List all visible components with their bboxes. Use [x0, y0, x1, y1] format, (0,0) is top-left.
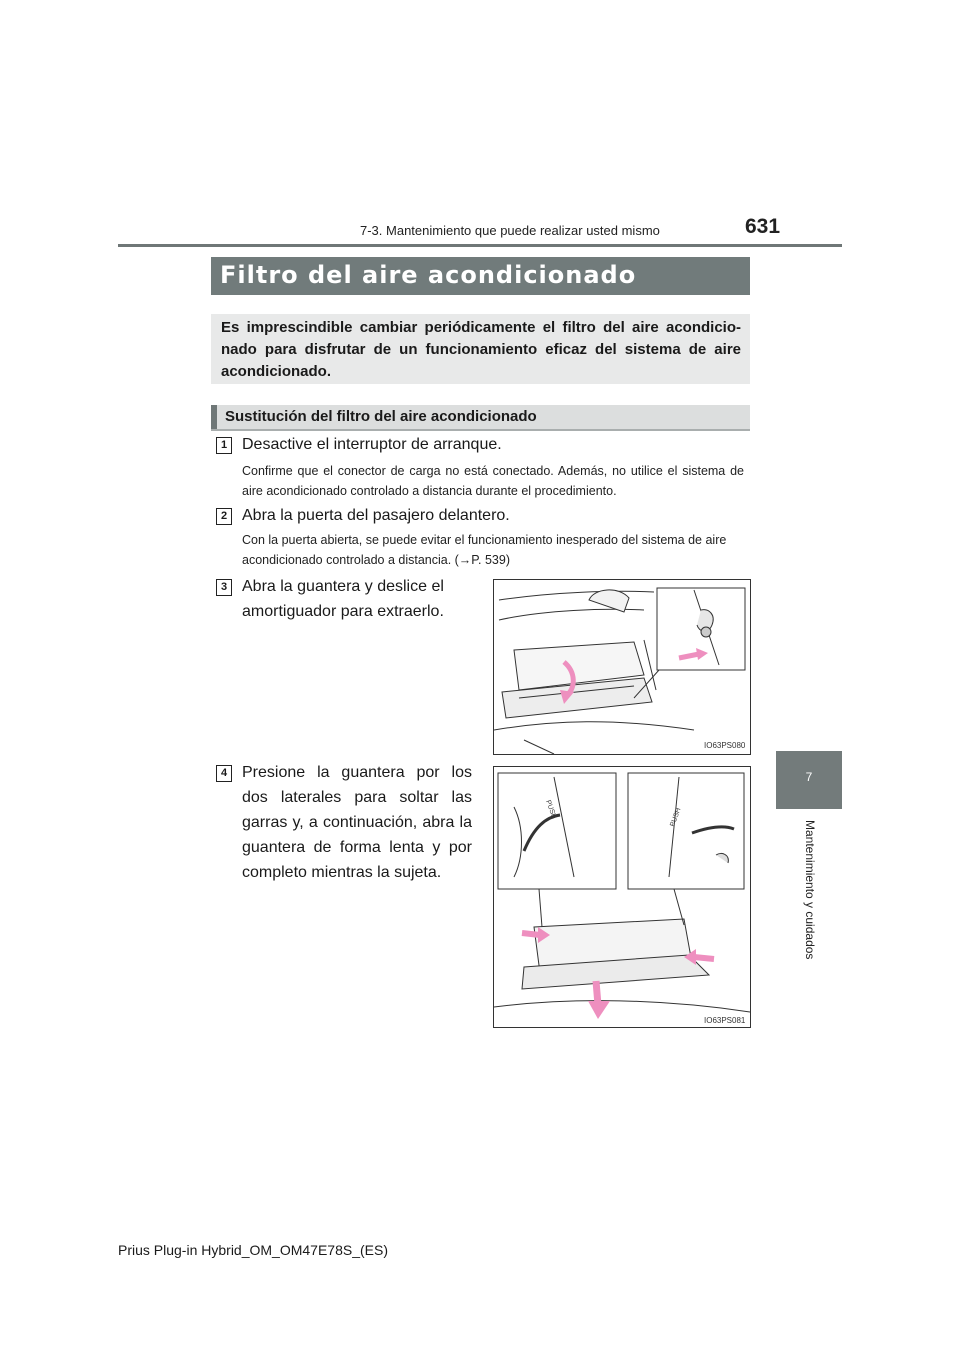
- step-3-text: Abra la guantera y deslice el amortiguador para extraerlo.: [242, 578, 444, 620]
- figure-step-3: [493, 579, 751, 755]
- step-number-3: 3: [216, 579, 232, 596]
- intro-text: Es imprescindible cambiar periódicamente el filtro del aire acondicionado para disfrutar de un funcionamiento eficaz del sistema de aire acondicionado.: [221, 319, 741, 380]
- figure-code-4: IO63PS081: [704, 1016, 746, 1025]
- step-number-4: 4: [216, 765, 232, 782]
- intro-box: [211, 314, 750, 384]
- step-2-note: Con la puerta abierta, se puede evitar el funcionamiento inesperado del sistema de aire acondicionado controlado a distancia. (→P. 539): [242, 533, 727, 567]
- push-label-left: PUSH: [544, 799, 558, 820]
- subsection-bar: [211, 405, 750, 431]
- chapter-number: 7: [805, 770, 813, 784]
- glovebox-damper-illustration: [494, 580, 750, 754]
- figure-step-4: [493, 766, 751, 1028]
- step-number-2: 2: [216, 508, 232, 525]
- push-arrow-left: [522, 933, 540, 935]
- chapter-label: Mantenimiento y cuidados: [803, 820, 817, 960]
- subsection-title: Sustitución del filtro del aire acondicionado: [225, 408, 537, 425]
- section-title: Filtro del aire acondicionado: [220, 261, 637, 289]
- step-2-text: Abra la puerta del pasajero delantero.: [242, 507, 510, 524]
- subsection-marker: [211, 405, 217, 429]
- step-1-note: Confirme que el conector de carga no está conectado. Además, no utilice el sistema de aire acondicionado controlado a distancia durante el procedimiento.: [242, 464, 744, 498]
- glovebox-push-illustration: [494, 767, 750, 1027]
- push-arrow-right: [694, 957, 714, 959]
- running-header: 7-3. Mantenimiento que puede realizar usted mismo: [360, 223, 660, 238]
- step-number-1: 1: [216, 437, 232, 454]
- step-1-text: Desactive el interruptor de arranque.: [242, 436, 502, 453]
- footer-model: Prius Plug-in Hybrid_OM_OM47E78S_(ES): [118, 1242, 388, 1258]
- chapter-tab: [776, 751, 842, 809]
- push-label-right: PUSH: [669, 807, 683, 828]
- figure-code-3: IO63PS080: [704, 741, 746, 750]
- header-divider: [118, 244, 842, 247]
- section-title-bar: [211, 257, 750, 295]
- page-number: 631: [745, 215, 781, 238]
- step-4-text: Presione la guantera por los dos laterales para soltar las garras y, a continuación, abra la guantera de forma lenta y por completo mientras la sujeta.: [242, 764, 472, 881]
